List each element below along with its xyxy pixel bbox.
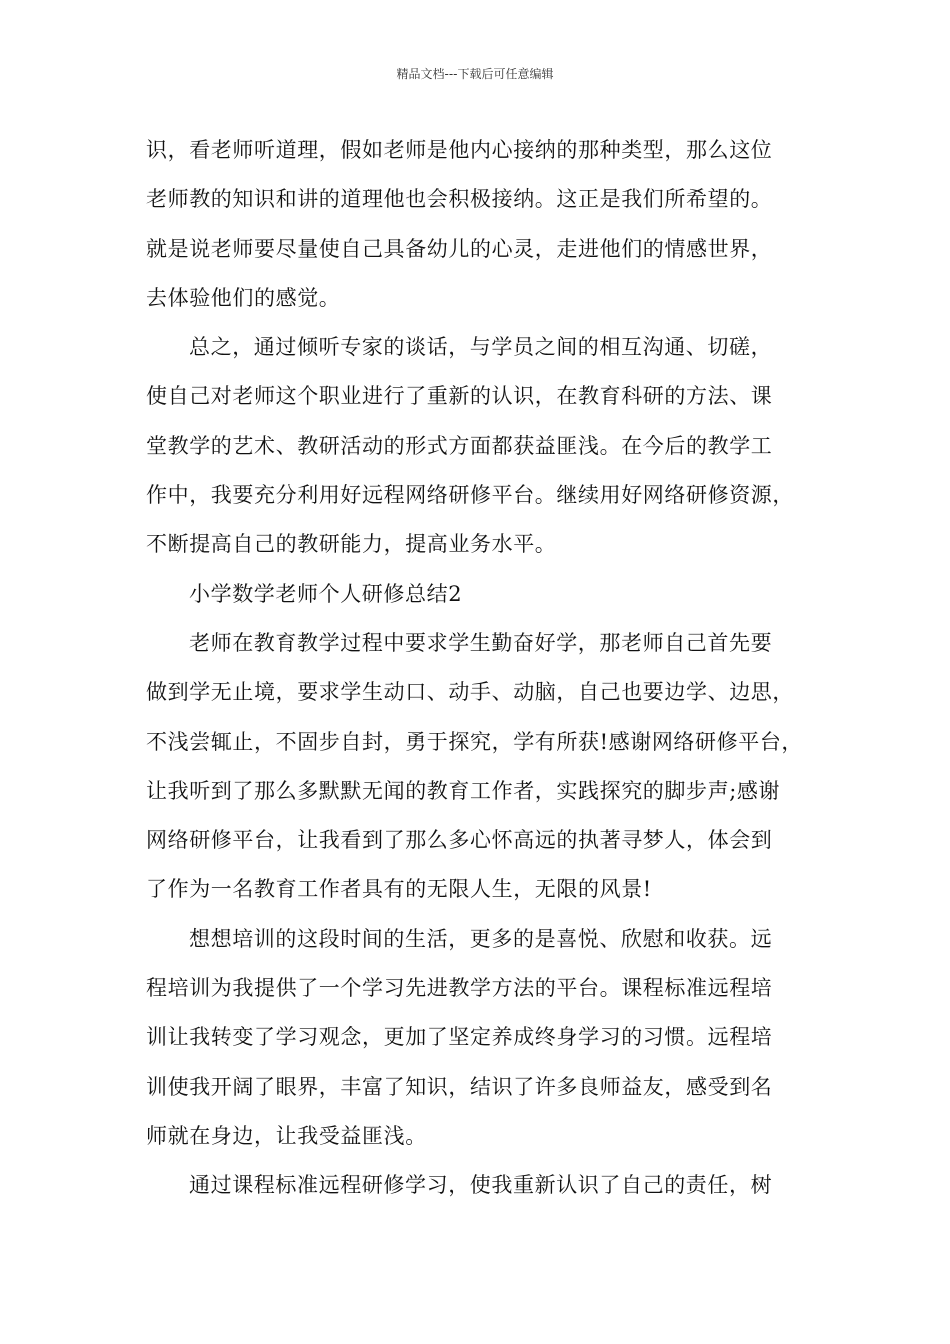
text-line: 程培训为我提供了一个学习先进教学方法的平台。课程标准远程培 [146, 976, 773, 1001]
text-line: 不断提高自己的教研能力，提高业务水平。 [146, 532, 557, 557]
document-body [146, 126, 806, 1211]
text-line: 训让我转变了学习观念，更加了坚定养成终身学习的习惯。远程培 [146, 1025, 773, 1050]
page-header: 精品文档---下载后可任意编辑 [396, 67, 554, 81]
text-line: 就是说老师要尽量使自己具备幼儿的心灵，走进他们的情感世界， [146, 236, 773, 261]
text-line: 做到学无止境，要求学生动口、动手、动脑，自己也要边学、边思， [146, 680, 794, 705]
text-line: 堂教学的艺术、教研活动的形式方面都获益匪浅。在今后的教学工 [146, 433, 773, 458]
text-line: 想想培训的这段时间的生活，更多的是喜悦、欣慰和收获。远 [189, 926, 773, 951]
paragraph [146, 915, 806, 1161]
text-line: 不浅尝辄止，不固步自封，勇于探究，学有所获!感谢网络研修平台， [146, 729, 804, 754]
text-line: 通过课程标准远程研修学习，使我重新认识了自己的责任，树 [189, 1173, 773, 1198]
paragraph [146, 619, 806, 915]
text-line: 老师在教育教学过程中要求学生勤奋好学，那老师自己首先要 [189, 630, 773, 655]
text-line: 总之，通过倾听专家的谈话，与学员之间的相互沟通、切磋， [189, 335, 773, 360]
text-line: 使自己对老师这个职业进行了重新的认识，在教育科研的方法、课 [146, 384, 773, 409]
text-line: 老师教的知识和讲的道理他也会积极接纳。这正是我们所希望的。 [146, 187, 773, 212]
section-heading [146, 570, 806, 619]
paragraph [146, 126, 806, 323]
paragraph [146, 1161, 806, 1210]
section-title: 小学数学老师个人研修总结2 [189, 581, 463, 606]
text-line: 去体验他们的感觉。 [146, 285, 341, 310]
text-line: 让我听到了那么多默默无闻的教育工作者，实践探究的脚步声;感谢 [146, 778, 781, 803]
text-line: 了作为一名教育工作者具有的无限人生，无限的风景! [146, 877, 652, 902]
text-line: 训使我开阔了眼界，丰富了知识，结识了许多良师益友，感受到名 [146, 1074, 773, 1099]
text-line: 师就在身边，让我受益匪浅。 [146, 1123, 427, 1148]
paragraph [146, 323, 806, 569]
text-line: 网络研修平台，让我看到了那么多心怀高远的执著寻梦人，体会到 [146, 828, 773, 853]
text-line: 作中，我要充分利用好远程网络研修平台。继续用好网络研修资源， [146, 483, 794, 508]
text-line: 识，看老师听道理，假如老师是他内心接纳的那种类型，那么这位 [146, 138, 773, 162]
